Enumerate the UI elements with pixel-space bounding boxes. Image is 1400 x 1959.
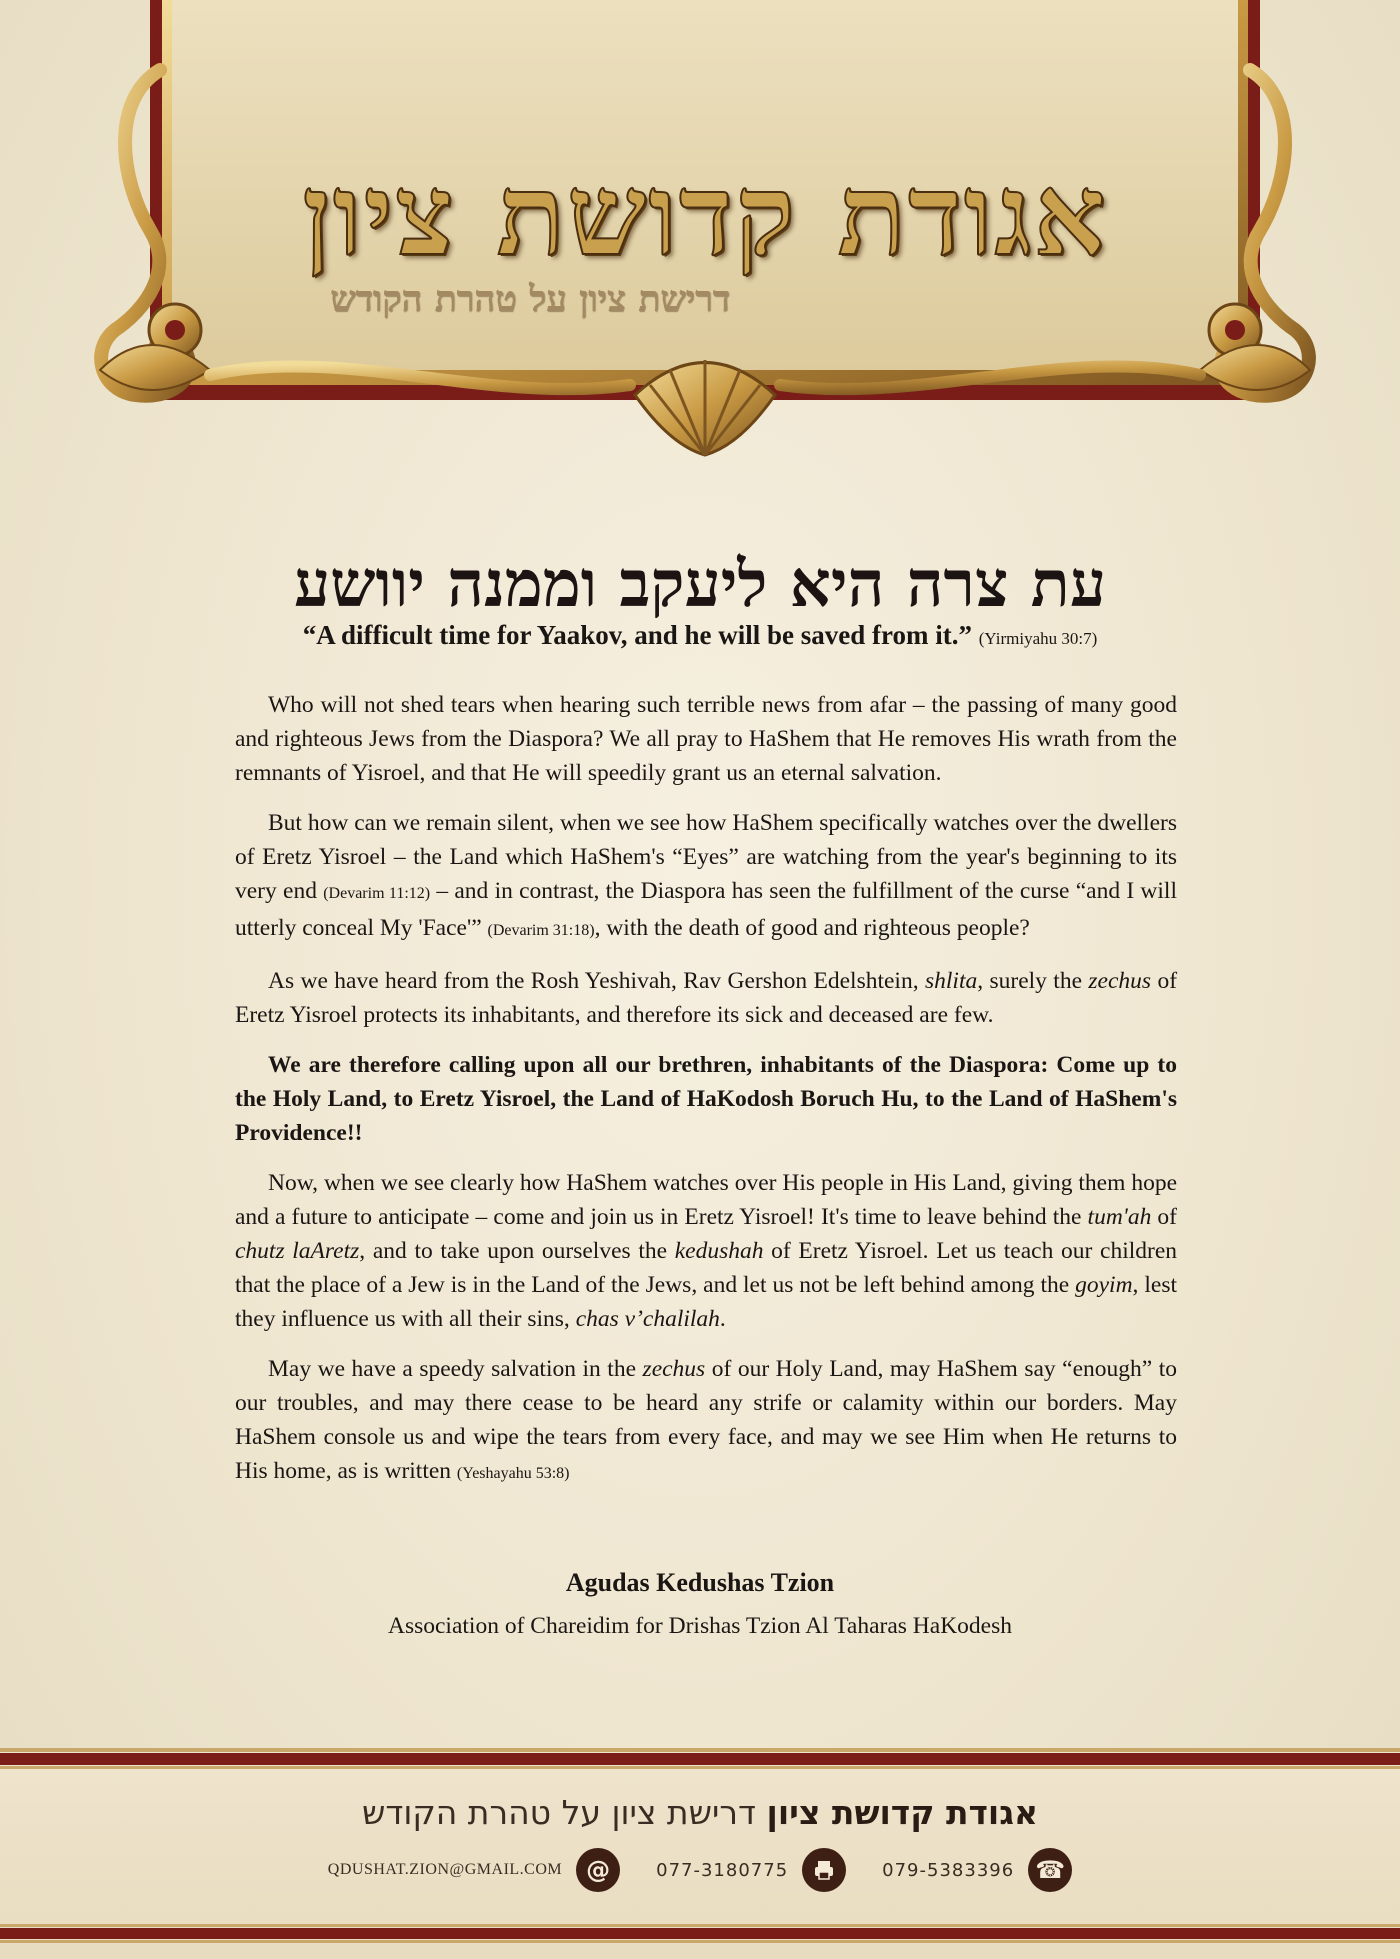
footer-stripe <box>0 1748 1400 1752</box>
signature-name: Agudas Kedushas Tzion <box>565 1568 835 1597</box>
paragraph-3: As we have heard from the Rosh Yeshivah, Rav Gershon Edelshtein, shlita, surely the zechus of Eretz Yisroel protects its inhabitants, and therefore its sick and deceased are few. <box>235 968 1178 1028</box>
paragraph-5: Now, when we see clearly how HaShem watches over His people in His Land, giving them hope and a future to anticipate – come and join us in Eretz Yisroel! It's time to leave behind the tum'ah of chutz laAretz, and to take upon ourselves the kedushah of Eretz Yisroel. Let us teach our children that the place of a Jew is in the Land of the Jews, and let us not be left behind among the goyim, lest they influence us with all their sins, chas v’chalilah. <box>235 1170 1178 1332</box>
reference: (Yeshayahu 53:8) <box>456 1465 570 1482</box>
paragraph-1: Who will not shed tears when hearing such terrible news from afar – the passing of many good and righteous Jews from the Diaspora? We all pray to HaShem that He removes His wrath from the remnants of Yisroel, and that He will speedily grant us an eternal salvation. <box>235 692 1177 786</box>
footer-stripe <box>0 1940 1400 1943</box>
contact-row <box>0 1848 1400 1892</box>
banner-title: אגודת קדושת ציון <box>302 150 1108 281</box>
footer-stripe <box>0 1928 1400 1939</box>
header-banner <box>90 0 1320 470</box>
reference: (Devarim 11:12) <box>323 885 431 902</box>
phone-icon: ☎ <box>1028 1848 1072 1892</box>
subtitle-reference: (Yirmiyahu 30:7) <box>978 629 1098 648</box>
fax-icon <box>802 1848 846 1892</box>
phone-number[interactable]: 079-5383396 <box>882 1859 1015 1881</box>
letter-body <box>235 688 1177 1507</box>
banner-subtitle: דרישת ציון על טהרת הקודש <box>330 278 730 320</box>
footer-stripe <box>0 1766 1400 1769</box>
english-subtitle <box>0 620 1400 651</box>
fax-number[interactable]: 077-3180775 <box>656 1859 789 1881</box>
paragraph-6: May we have a speedy salvation in the zechus of our Holy Land, may HaShem say “enough” to our troubles, and may there cease to be heard any strife or calamity within our borders. May HaShem console us and wipe the tears from every face, and may we see Him when He returns to His home, as is written (Yeshayahu 53:8) <box>235 1356 1178 1484</box>
hebrew-heading: עת צרה היא ליעקב וממנה יוושע <box>293 547 1107 622</box>
email-address[interactable]: QDUSHAT.ZION@GMAIL.COM <box>327 1861 563 1878</box>
paragraph-2: But how can we remain silent, when we see how HaShem specifically watches over the dwellers of Eretz Yisroel – the Land which HaShem's “Eyes” are watching from the year's beginning to its very end (Devarim 11:12) – and in contrast, the Diaspora has seen the fulfillment of the curse “and I will utterly conceal My 'Face'” (Devarim 31:18), with the death of good and righteous people? <box>235 810 1177 941</box>
reference: (Devarim 31:18) <box>487 922 595 939</box>
footer-stripe <box>0 1924 1400 1927</box>
association-name: Association of Chareidim for Drishas Tzion Al Taharas HaKodesh <box>387 1613 1013 1639</box>
at-sign-icon: @ <box>576 1848 620 1892</box>
footer-hebrew-line: אגודת קדושת ציון דרישת ציון על טהרת הקודש <box>361 1793 1039 1832</box>
footer-stripe <box>0 1753 1400 1765</box>
subtitle-quote: “A difficult time for Yaakov, and he will be saved from it.” <box>302 620 972 650</box>
paragraph-4-call: We are therefore calling upon all our brethren, inhabitants of the Diaspora: Come up to the Holy Land, to Eretz Yisroel, the Land of HaKodosh Boruch Hu, to the Land of HaShem's Providence!! <box>235 1052 1177 1146</box>
